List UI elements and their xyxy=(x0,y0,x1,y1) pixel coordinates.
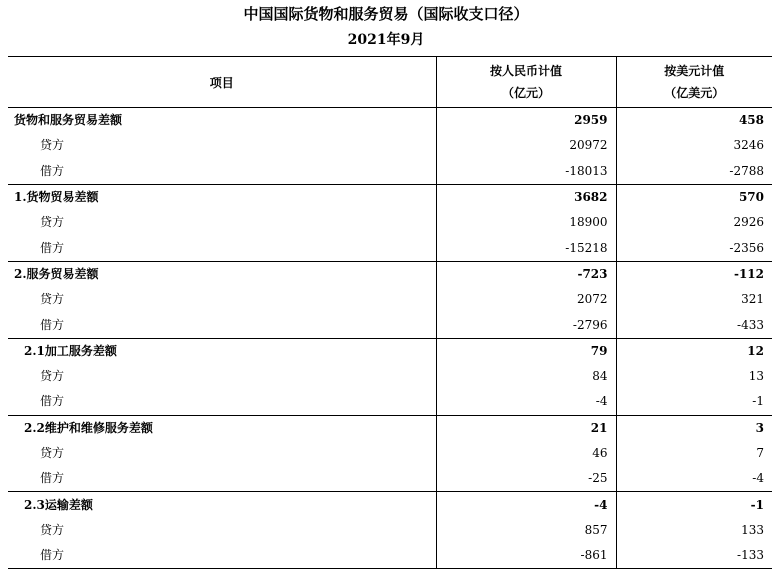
row-label: 贷方 xyxy=(8,441,436,466)
column-header-item xyxy=(8,57,436,108)
cell-rmb: 84 xyxy=(436,364,616,389)
table-row-maintenance-repair-balance xyxy=(8,415,772,441)
cell-usd: 133 xyxy=(616,518,772,543)
table-row-goods-balance xyxy=(8,184,772,210)
table-row-debit xyxy=(8,312,772,338)
cell-usd: 12 xyxy=(616,338,772,364)
row-label: 贷方 xyxy=(8,364,436,389)
row-label: 2.2维护和维修服务差额 xyxy=(8,415,436,441)
table-row-credit xyxy=(8,287,772,312)
cell-rmb: 21 xyxy=(436,415,616,441)
cell-rmb: -723 xyxy=(436,261,616,287)
cell-rmb: -2796 xyxy=(436,312,616,338)
column-header-rmb-line2: （亿元） xyxy=(437,82,616,104)
row-label: 贷方 xyxy=(8,133,436,158)
row-label: 借方 xyxy=(8,543,436,569)
cell-rmb: -4 xyxy=(436,389,616,415)
column-header-usd-line2: （亿美元） xyxy=(617,82,772,104)
cell-usd: 3246 xyxy=(616,133,772,158)
cell-usd: 458 xyxy=(616,108,772,134)
row-label: 借方 xyxy=(8,389,436,415)
cell-rmb: -4 xyxy=(436,492,616,518)
column-header-rmb xyxy=(436,57,616,108)
row-label: 2.3运输差额 xyxy=(8,492,436,518)
table-row-processing-services-balance xyxy=(8,338,772,364)
column-header-usd-line1: 按美元计值 xyxy=(617,60,772,82)
cell-rmb: -861 xyxy=(436,543,616,569)
table-row-credit xyxy=(8,441,772,466)
cell-usd: 3 xyxy=(616,415,772,441)
table-row-debit xyxy=(8,235,772,261)
table-row-credit xyxy=(8,133,772,158)
cell-usd: 321 xyxy=(616,287,772,312)
cell-rmb: 79 xyxy=(436,338,616,364)
table-row-transport-balance xyxy=(8,492,772,518)
row-label: 货物和服务贸易差额 xyxy=(8,108,436,134)
column-header-item-label: 项目 xyxy=(210,76,234,90)
row-label: 贷方 xyxy=(8,210,436,235)
column-header-rmb-line1: 按人民币计值 xyxy=(437,60,616,82)
cell-usd: -1 xyxy=(616,492,772,518)
cell-usd: 7 xyxy=(616,441,772,466)
cell-usd: -133 xyxy=(616,543,772,569)
cell-rmb: 18900 xyxy=(436,210,616,235)
table-row-debit xyxy=(8,466,772,492)
cell-usd: 13 xyxy=(616,364,772,389)
table-row-services-balance xyxy=(8,261,772,287)
cell-rmb: 857 xyxy=(436,518,616,543)
row-label: 2.1加工服务差额 xyxy=(8,338,436,364)
row-label: 贷方 xyxy=(8,287,436,312)
table-header-row xyxy=(8,57,772,108)
cell-rmb: 2959 xyxy=(436,108,616,134)
row-label: 贷方 xyxy=(8,518,436,543)
table-row-goods-services-balance xyxy=(8,108,772,134)
row-label: 2.服务贸易差额 xyxy=(8,261,436,287)
cell-rmb: -18013 xyxy=(436,159,616,185)
cell-rmb: 20972 xyxy=(436,133,616,158)
cell-rmb: -25 xyxy=(436,466,616,492)
table-row-debit xyxy=(8,543,772,569)
row-label: 借方 xyxy=(8,235,436,261)
cell-usd: 570 xyxy=(616,184,772,210)
row-label: 借方 xyxy=(8,466,436,492)
cell-usd: -112 xyxy=(616,261,772,287)
cell-usd: 2926 xyxy=(616,210,772,235)
period-subtitle: 2021年9月 xyxy=(0,30,772,50)
row-label: 借方 xyxy=(8,312,436,338)
table-row-credit xyxy=(8,210,772,235)
page-title: 中国国际货物和服务贸易（国际收支口径） xyxy=(0,4,772,24)
row-label: 1.货物贸易差额 xyxy=(8,184,436,210)
cell-usd: -2356 xyxy=(616,235,772,261)
table-row-debit xyxy=(8,389,772,415)
cell-usd: -4 xyxy=(616,466,772,492)
cell-usd: -433 xyxy=(616,312,772,338)
cell-rmb: 2072 xyxy=(436,287,616,312)
table-row-credit xyxy=(8,518,772,543)
cell-rmb: 3682 xyxy=(436,184,616,210)
table-row-debit xyxy=(8,159,772,185)
cell-usd: -1 xyxy=(616,389,772,415)
row-label: 借方 xyxy=(8,159,436,185)
trade-table xyxy=(8,56,772,569)
column-header-usd xyxy=(616,57,772,108)
table-row-credit xyxy=(8,364,772,389)
cell-rmb: -15218 xyxy=(436,235,616,261)
cell-rmb: 46 xyxy=(436,441,616,466)
cell-usd: -2788 xyxy=(616,159,772,185)
